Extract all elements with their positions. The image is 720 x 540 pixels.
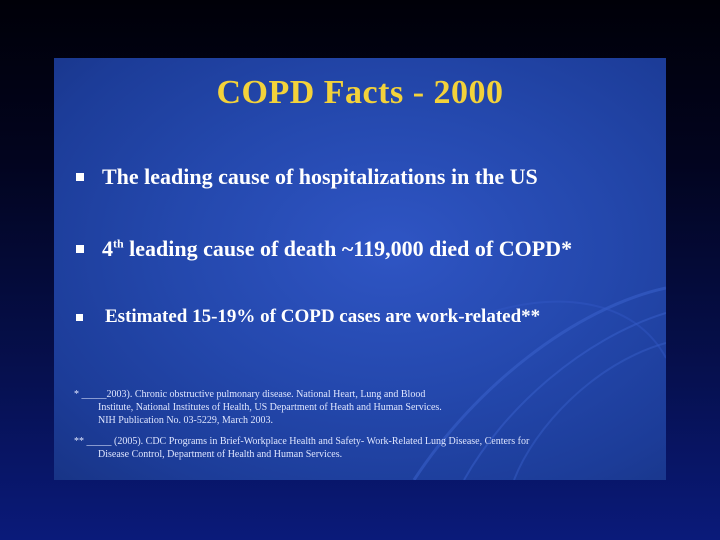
slide-panel (54, 58, 666, 480)
ordinal-suffix: th (113, 236, 124, 251)
reference-line: * _____2003). Chronic obstructive pulmonary disease. National Heart, Lung and Blood (74, 389, 426, 400)
bullet-hospitalizations (76, 164, 538, 190)
bullet-text (102, 236, 572, 262)
reference-gap (74, 427, 654, 435)
reference-line: Institute, National Institutes of Health, US Department of Heath and Human Services. (98, 402, 442, 413)
reference-line: ** _____ (2005). CDC Programs in Brief-Workplace Health and Safety- Work-Related Lung Disease, Centers for (74, 436, 530, 447)
bullet-work-related (76, 306, 540, 328)
bullet-cause-of-death (76, 236, 572, 262)
bullet-square-icon (76, 245, 84, 253)
reference-line: Disease Control, Department of Health and Human Services. (98, 449, 343, 460)
reference-line: NIH Publication No. 03-5229, March 2003. (98, 415, 273, 426)
slide-title: COPD Facts - 2000 (216, 74, 504, 111)
bullet-text: Estimated 15-19% of COPD cases are work-related** (105, 306, 541, 327)
references (74, 388, 654, 461)
ordinal-number: 4 (102, 236, 113, 261)
bullet-square-icon (76, 173, 84, 181)
bullet-text-rest: leading cause of death ~119,000 died of COPD* (123, 236, 573, 261)
bullet-square-icon (76, 314, 83, 321)
bullet-text: The leading cause of hospitalizations in the US (102, 164, 538, 189)
